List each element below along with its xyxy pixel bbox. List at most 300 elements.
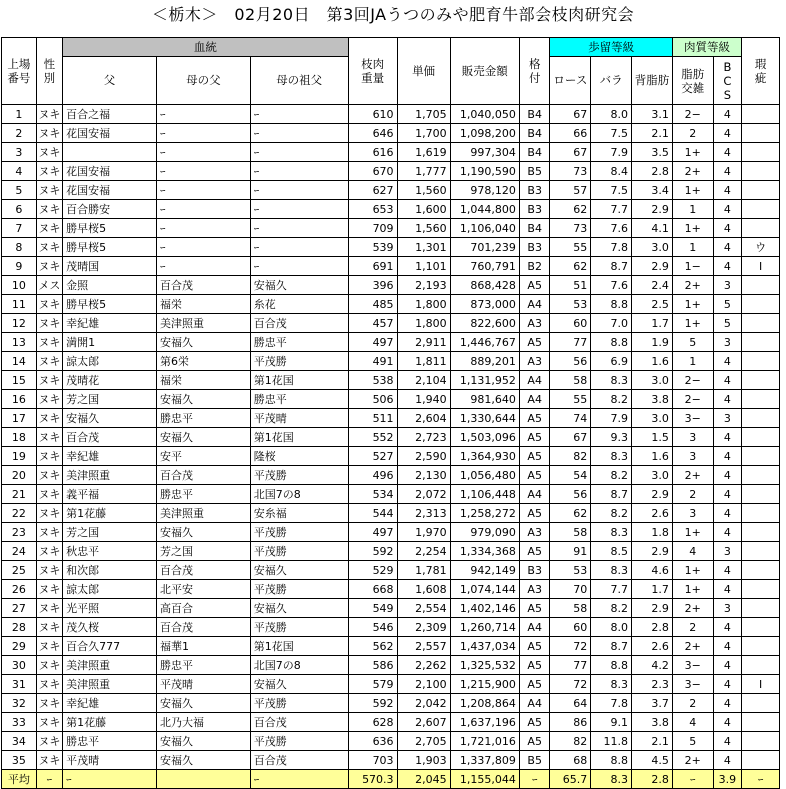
cell-unit-price: 2,042 xyxy=(397,694,450,713)
table-row xyxy=(2,200,780,219)
cell-grade: A5 xyxy=(519,732,550,751)
cell-sex: ヌキ xyxy=(36,428,63,447)
cell-bcs: 4 xyxy=(713,656,742,675)
header-rib: バラ xyxy=(591,57,632,105)
cell-unit-price: 1,101 xyxy=(397,257,450,276)
cell-no: 7 xyxy=(2,219,37,238)
cell-grade: A3 xyxy=(519,580,550,599)
cell-weight: 653 xyxy=(348,200,397,219)
cell-rib-eye: 58 xyxy=(550,371,591,390)
cell-rib-eye: 54 xyxy=(550,466,591,485)
cell-mothers-father: ｰ xyxy=(156,257,250,276)
cell-father xyxy=(63,143,157,162)
cell-marbling: 1+ xyxy=(672,143,713,162)
cell-no: 21 xyxy=(2,485,37,504)
cell-defect xyxy=(742,466,780,485)
cell-rib-eye: 51 xyxy=(550,276,591,295)
cell-father: 金照 xyxy=(63,276,157,295)
cell-defect xyxy=(742,162,780,181)
cell-sales: 873,000 xyxy=(450,295,519,314)
avg-bcs: 3.9 xyxy=(713,770,742,789)
cell-defect xyxy=(742,409,780,428)
cell-grade: A5 xyxy=(519,675,550,694)
cell-unit-price: 2,100 xyxy=(397,675,450,694)
average-row xyxy=(2,770,780,789)
cell-mothers-father: 福華1 xyxy=(156,637,250,656)
cell-father: 茂久桜 xyxy=(63,618,157,637)
cell-grade: A3 xyxy=(519,523,550,542)
cell-grade: B4 xyxy=(519,105,550,124)
table-row xyxy=(2,409,780,428)
cell-no: 1 xyxy=(2,105,37,124)
cell-mothers-grandfather: 平茂勝 xyxy=(250,542,348,561)
cell-father: 第1花藤 xyxy=(63,504,157,523)
cell-sales: 1,446,767 xyxy=(450,333,519,352)
cell-no: 16 xyxy=(2,390,37,409)
cell-mothers-grandfather: 百合茂 xyxy=(250,713,348,732)
cell-bcs: 4 xyxy=(713,580,742,599)
cell-no: 24 xyxy=(2,542,37,561)
cell-mothers-father: ｰ xyxy=(156,124,250,143)
cell-rib-eye: 56 xyxy=(550,485,591,504)
cell-father: 芳之国 xyxy=(63,390,157,409)
cell-sales: 1,106,040 xyxy=(450,219,519,238)
table-row xyxy=(2,257,780,276)
cell-rib-eye: 77 xyxy=(550,333,591,352)
cell-bcs: 4 xyxy=(713,257,742,276)
cell-father: 花国安福 xyxy=(63,162,157,181)
header-back-fat: 背脂肪 xyxy=(632,57,673,105)
cell-mothers-grandfather: ｰ xyxy=(250,105,348,124)
cell-weight: 529 xyxy=(348,561,397,580)
cell-sales: 1,258,272 xyxy=(450,504,519,523)
header-bcs: B C S xyxy=(713,57,742,105)
cell-no: 15 xyxy=(2,371,37,390)
cell-back-fat: 3.0 xyxy=(632,466,673,485)
cell-rib-eye: 68 xyxy=(550,751,591,770)
cell-rib: 7.8 xyxy=(591,238,632,257)
cell-rib: 8.3 xyxy=(591,523,632,542)
cell-rib: 9.1 xyxy=(591,713,632,732)
cell-defect xyxy=(742,143,780,162)
cell-mothers-grandfather: 第1花国 xyxy=(250,637,348,656)
cell-no: 6 xyxy=(2,200,37,219)
cell-marbling: 1 xyxy=(672,200,713,219)
cell-mothers-father: 北乃大福 xyxy=(156,713,250,732)
header-father: 父 xyxy=(63,57,157,105)
cell-no: 33 xyxy=(2,713,37,732)
cell-mothers-father: 勝忠平 xyxy=(156,409,250,428)
cell-defect: ウ xyxy=(742,238,780,257)
cell-father: 光平照 xyxy=(63,599,157,618)
cell-father: 秋忠平 xyxy=(63,542,157,561)
cell-marbling: 3− xyxy=(672,409,713,428)
cell-rib: 8.8 xyxy=(591,751,632,770)
cell-back-fat: 2.5 xyxy=(632,295,673,314)
cell-mothers-grandfather: ｰ xyxy=(250,257,348,276)
cell-weight: 457 xyxy=(348,314,397,333)
cell-sex: ヌキ xyxy=(36,352,63,371)
cell-mothers-grandfather: ｰ xyxy=(250,219,348,238)
cell-no: 27 xyxy=(2,599,37,618)
table-row xyxy=(2,675,780,694)
cell-grade: B3 xyxy=(519,238,550,257)
cell-defect xyxy=(742,181,780,200)
cell-marbling: 2+ xyxy=(672,466,713,485)
cell-sex: ヌキ xyxy=(36,656,63,675)
cell-father: 百合茂 xyxy=(63,428,157,447)
cell-mothers-father: 北平安 xyxy=(156,580,250,599)
cell-defect xyxy=(742,561,780,580)
cell-sex: ヌキ xyxy=(36,219,63,238)
cell-unit-price: 1,777 xyxy=(397,162,450,181)
cell-defect xyxy=(742,599,780,618)
cell-mothers-grandfather: ｰ xyxy=(250,200,348,219)
cell-no: 35 xyxy=(2,751,37,770)
cell-grade: A5 xyxy=(519,504,550,523)
cell-mothers-father: ｰ xyxy=(156,219,250,238)
cell-rib-eye: 55 xyxy=(550,238,591,257)
table-row xyxy=(2,447,780,466)
table-row xyxy=(2,219,780,238)
cell-bcs: 3 xyxy=(713,276,742,295)
cell-defect xyxy=(742,219,780,238)
avg-weight: 570.3 xyxy=(348,770,397,789)
avg-rib: 8.3 xyxy=(591,770,632,789)
cell-rib: 7.8 xyxy=(591,694,632,713)
table-row xyxy=(2,485,780,504)
avg-label: 平均 xyxy=(2,770,37,789)
cell-sales: 942,149 xyxy=(450,561,519,580)
cell-sales: 1,074,144 xyxy=(450,580,519,599)
cell-rib-eye: 72 xyxy=(550,637,591,656)
cell-rib-eye: 74 xyxy=(550,409,591,428)
cell-father: 第1花藤 xyxy=(63,713,157,732)
cell-sex: ヌキ xyxy=(36,238,63,257)
cell-rib-eye: 82 xyxy=(550,447,591,466)
cell-bcs: 4 xyxy=(713,523,742,542)
cell-unit-price: 1,940 xyxy=(397,390,450,409)
cell-grade: B4 xyxy=(519,219,550,238)
cell-mothers-father: 福栄 xyxy=(156,371,250,390)
cell-marbling: 3− xyxy=(672,656,713,675)
cell-back-fat: 1.5 xyxy=(632,428,673,447)
cell-rib-eye: 57 xyxy=(550,181,591,200)
cell-no: 14 xyxy=(2,352,37,371)
cell-back-fat: 2.9 xyxy=(632,485,673,504)
cell-rib: 9.3 xyxy=(591,428,632,447)
cell-no: 22 xyxy=(2,504,37,523)
cell-sex: ヌキ xyxy=(36,618,63,637)
cell-sex: ヌキ xyxy=(36,181,63,200)
cell-bcs: 4 xyxy=(713,390,742,409)
cell-mothers-grandfather: ｰ xyxy=(250,124,348,143)
cell-sex: ヌキ xyxy=(36,390,63,409)
header-grade: 格 付 xyxy=(519,38,550,105)
header-mothers-father: 母の父 xyxy=(156,57,250,105)
cell-sex: ヌキ xyxy=(36,124,63,143)
cell-sex: ヌキ xyxy=(36,314,63,333)
cell-sales: 1,721,016 xyxy=(450,732,519,751)
cell-sales: 889,201 xyxy=(450,352,519,371)
cell-sales: 1,260,714 xyxy=(450,618,519,637)
cell-no: 12 xyxy=(2,314,37,333)
cell-grade: A5 xyxy=(519,428,550,447)
table-row xyxy=(2,295,780,314)
cell-rib-eye: 53 xyxy=(550,561,591,580)
avg-grade: ｰ xyxy=(519,770,550,789)
table-row xyxy=(2,143,780,162)
cell-mothers-father: ｰ xyxy=(156,105,250,124)
cell-rib: 8.8 xyxy=(591,656,632,675)
cell-mothers-father: 安福久 xyxy=(156,751,250,770)
cell-mothers-father: 安福久 xyxy=(156,333,250,352)
cell-father: 美津照重 xyxy=(63,656,157,675)
cell-marbling: 2+ xyxy=(672,162,713,181)
cell-rib-eye: 62 xyxy=(550,257,591,276)
cell-father: 花国安福 xyxy=(63,181,157,200)
cell-rib: 7.9 xyxy=(591,143,632,162)
header-sales: 販売金額 xyxy=(450,38,519,105)
cell-weight: 544 xyxy=(348,504,397,523)
cell-mothers-father: 美津照重 xyxy=(156,314,250,333)
cell-rib: 8.3 xyxy=(591,371,632,390)
cell-rib: 11.8 xyxy=(591,732,632,751)
cell-defect xyxy=(742,656,780,675)
cell-unit-price: 2,313 xyxy=(397,504,450,523)
cell-weight: 511 xyxy=(348,409,397,428)
cell-weight: 527 xyxy=(348,447,397,466)
cell-rib: 8.3 xyxy=(591,561,632,580)
cell-sex: ヌキ xyxy=(36,105,63,124)
cell-bcs: 4 xyxy=(713,219,742,238)
cell-rib-eye: 77 xyxy=(550,656,591,675)
avg-rib-eye: 65.7 xyxy=(550,770,591,789)
cell-no: 3 xyxy=(2,143,37,162)
cell-marbling: 1+ xyxy=(672,523,713,542)
cell-sales: 997,304 xyxy=(450,143,519,162)
cell-mothers-father: ｰ xyxy=(156,181,250,200)
cell-no: 13 xyxy=(2,333,37,352)
cell-rib: 7.5 xyxy=(591,181,632,200)
cell-bcs: 4 xyxy=(713,466,742,485)
cell-marbling: 3 xyxy=(672,428,713,447)
cell-rib-eye: 70 xyxy=(550,580,591,599)
cell-marbling: 1+ xyxy=(672,580,713,599)
cell-sex: ヌキ xyxy=(36,200,63,219)
cell-unit-price: 1,700 xyxy=(397,124,450,143)
cell-sales: 701,239 xyxy=(450,238,519,257)
cell-mothers-grandfather: 百合茂 xyxy=(250,751,348,770)
cell-mothers-grandfather: 平茂勝 xyxy=(250,732,348,751)
cell-bcs: 4 xyxy=(713,371,742,390)
header-sex: 性 別 xyxy=(36,38,63,105)
cell-weight: 497 xyxy=(348,523,397,542)
table-row xyxy=(2,637,780,656)
cell-defect: I xyxy=(742,675,780,694)
header-mothers-grandfather: 母の祖父 xyxy=(250,57,348,105)
cell-rib: 8.4 xyxy=(591,162,632,181)
cell-sex: ヌキ xyxy=(36,751,63,770)
cell-unit-price: 2,104 xyxy=(397,371,450,390)
cell-sex: メス xyxy=(36,276,63,295)
cell-weight: 549 xyxy=(348,599,397,618)
cell-defect xyxy=(742,390,780,409)
cell-unit-price: 1,800 xyxy=(397,295,450,314)
table-row xyxy=(2,523,780,542)
cell-mothers-grandfather: 北国7の8 xyxy=(250,485,348,504)
cell-unit-price: 1,301 xyxy=(397,238,450,257)
cell-mothers-grandfather: 平茂勝 xyxy=(250,580,348,599)
cell-mothers-grandfather: 第1花国 xyxy=(250,371,348,390)
cell-mothers-grandfather: 北国7の8 xyxy=(250,656,348,675)
cell-rib: 8.3 xyxy=(591,447,632,466)
cell-back-fat: 3.1 xyxy=(632,105,673,124)
cell-rib: 7.5 xyxy=(591,124,632,143)
cell-unit-price: 2,193 xyxy=(397,276,450,295)
cell-mothers-father: 安福久 xyxy=(156,523,250,542)
cell-sex: ヌキ xyxy=(36,523,63,542)
cell-defect xyxy=(742,105,780,124)
cell-back-fat: 4.6 xyxy=(632,561,673,580)
table-row xyxy=(2,504,780,523)
cell-mothers-father: 安福久 xyxy=(156,428,250,447)
cell-father: 茂晴国 xyxy=(63,257,157,276)
table-row xyxy=(2,751,780,770)
cell-marbling: 2− xyxy=(672,105,713,124)
cell-back-fat: 1.6 xyxy=(632,447,673,466)
table-row xyxy=(2,542,780,561)
cell-marbling: 2+ xyxy=(672,751,713,770)
cell-mothers-grandfather: 平茂晴 xyxy=(250,409,348,428)
cell-mothers-grandfather: 糸花 xyxy=(250,295,348,314)
cell-father: 勝早桜5 xyxy=(63,238,157,257)
table-row xyxy=(2,466,780,485)
cell-mothers-grandfather: ｰ xyxy=(250,143,348,162)
cell-grade: A4 xyxy=(519,694,550,713)
cell-no: 5 xyxy=(2,181,37,200)
cell-mothers-father: ｰ xyxy=(156,200,250,219)
cell-sales: 978,120 xyxy=(450,181,519,200)
cell-unit-price: 1,970 xyxy=(397,523,450,542)
cell-rib: 7.6 xyxy=(591,276,632,295)
cell-father: 幸紀雄 xyxy=(63,694,157,713)
cell-rib-eye: 67 xyxy=(550,105,591,124)
table-row xyxy=(2,561,780,580)
cell-father: 花国安福 xyxy=(63,124,157,143)
cell-rib-eye: 66 xyxy=(550,124,591,143)
cell-bcs: 4 xyxy=(713,732,742,751)
cell-weight: 628 xyxy=(348,713,397,732)
cell-bcs: 4 xyxy=(713,105,742,124)
cell-mothers-father: ｰ xyxy=(156,238,250,257)
cell-no: 4 xyxy=(2,162,37,181)
cell-marbling: 1 xyxy=(672,352,713,371)
cell-marbling: 2+ xyxy=(672,637,713,656)
cell-grade: A5 xyxy=(519,637,550,656)
cell-sales: 1,330,644 xyxy=(450,409,519,428)
cell-weight: 610 xyxy=(348,105,397,124)
cell-mothers-father: 安福久 xyxy=(156,732,250,751)
table-row xyxy=(2,656,780,675)
cell-weight: 497 xyxy=(348,333,397,352)
cell-grade: A5 xyxy=(519,656,550,675)
cell-sex: ヌキ xyxy=(36,257,63,276)
cell-sales: 1,190,590 xyxy=(450,162,519,181)
cell-rib-eye: 67 xyxy=(550,428,591,447)
cell-grade: B4 xyxy=(519,143,550,162)
table-row xyxy=(2,276,780,295)
cell-rib-eye: 60 xyxy=(550,618,591,637)
cell-marbling: 3 xyxy=(672,504,713,523)
cell-no: 18 xyxy=(2,428,37,447)
cell-rib-eye: 73 xyxy=(550,162,591,181)
cell-bcs: 4 xyxy=(713,618,742,637)
cell-unit-price: 1,800 xyxy=(397,314,450,333)
cell-bcs: 4 xyxy=(713,181,742,200)
cell-grade: B3 xyxy=(519,181,550,200)
cell-marbling: 2 xyxy=(672,485,713,504)
cell-mothers-grandfather: 平茂勝 xyxy=(250,618,348,637)
cell-defect xyxy=(742,580,780,599)
cell-unit-price: 2,072 xyxy=(397,485,450,504)
cell-defect xyxy=(742,200,780,219)
cell-mothers-grandfather: 平茂勝 xyxy=(250,694,348,713)
cell-sex: ヌキ xyxy=(36,371,63,390)
cell-bcs: 4 xyxy=(713,238,742,257)
cell-no: 19 xyxy=(2,447,37,466)
cell-back-fat: 2.6 xyxy=(632,504,673,523)
cell-unit-price: 1,560 xyxy=(397,219,450,238)
cell-mothers-grandfather: 安福久 xyxy=(250,561,348,580)
table-row xyxy=(2,713,780,732)
cell-marbling: 5 xyxy=(672,333,713,352)
cell-bcs: 4 xyxy=(713,200,742,219)
avg-sales: 1,155,044 xyxy=(450,770,519,789)
cell-sex: ヌキ xyxy=(36,162,63,181)
cell-sales: 1,208,864 xyxy=(450,694,519,713)
cell-grade: A5 xyxy=(519,447,550,466)
cell-rib-eye: 64 xyxy=(550,694,591,713)
cell-defect xyxy=(742,694,780,713)
cell-sales: 1,334,368 xyxy=(450,542,519,561)
cell-sales: 1,337,809 xyxy=(450,751,519,770)
cell-father: 諒太郎 xyxy=(63,352,157,371)
cell-weight: 709 xyxy=(348,219,397,238)
table-row xyxy=(2,181,780,200)
cell-father: 美津照重 xyxy=(63,466,157,485)
cell-weight: 491 xyxy=(348,352,397,371)
cell-no: 11 xyxy=(2,295,37,314)
cell-rib-eye: 60 xyxy=(550,314,591,333)
cell-rib: 8.8 xyxy=(591,295,632,314)
cell-rib: 8.2 xyxy=(591,504,632,523)
table-row xyxy=(2,333,780,352)
cell-unit-price: 1,600 xyxy=(397,200,450,219)
avg-sex: ｰ xyxy=(36,770,63,789)
cell-sales: 979,090 xyxy=(450,523,519,542)
cell-back-fat: 1.6 xyxy=(632,352,673,371)
cell-unit-price: 2,309 xyxy=(397,618,450,637)
cell-rib-eye: 58 xyxy=(550,523,591,542)
table-row xyxy=(2,618,780,637)
cell-mothers-father: 百合茂 xyxy=(156,561,250,580)
cell-mothers-father: 第6栄 xyxy=(156,352,250,371)
cell-mothers-father: 安平 xyxy=(156,447,250,466)
cell-marbling: 1+ xyxy=(672,295,713,314)
cell-marbling: 2+ xyxy=(672,599,713,618)
cell-grade: A3 xyxy=(519,352,550,371)
